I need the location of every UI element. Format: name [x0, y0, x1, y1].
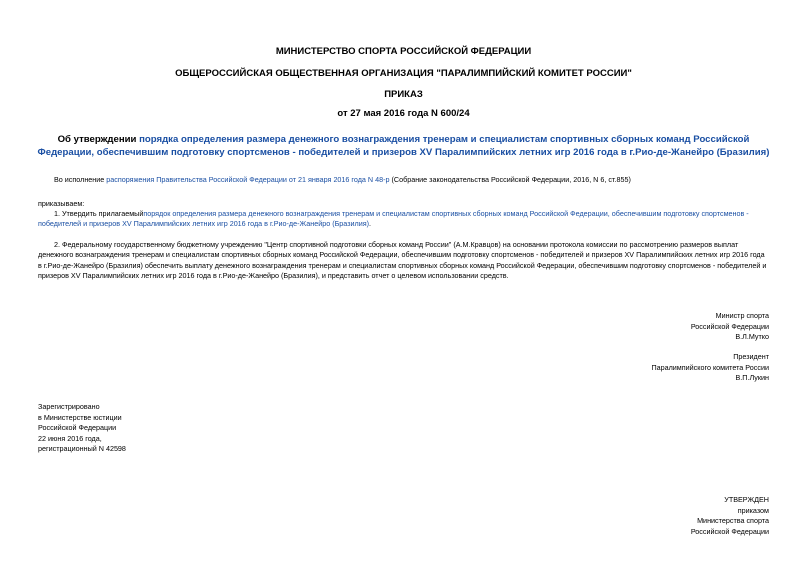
preamble-suffix: (Собрание законодательства Российской Федерации, 2016, N 6, ст.855) — [389, 175, 631, 184]
signature-minister — [691, 311, 769, 343]
registration-block — [38, 402, 126, 455]
registration-line: регистрационный N 42598 — [38, 444, 126, 454]
signature-president-name: В.П.Лукин — [735, 373, 769, 383]
signature-president-org: Паралимпийского комитета России — [651, 362, 769, 372]
approval-line: УТВЕРЖДЕН — [724, 495, 769, 504]
document-title — [30, 134, 777, 159]
item-2: 2. Федеральному государственному бюджетному учреждению "Центр спортивной подготовки сборных команд России" (А.М.Кравцов) на основании протокола комиссии по рассмотрению размеров выплат денежного вознаграждения тренерам и специалистам спортивных сборных команд Российской Федерации, обеспечившим подготовку спортсменов - победителей и призеров XV Паралимпийских летних игр 2016 года в г.Рио-де-Жанейро (Бразилия) обеспечить выплату денежного вознаграждения тренерам и специалистам спортивных сборных команд Российской Федерации, обеспечившим подготовку спортсменов - победителей и призеров XV Паралимпийских летних игр 2016 года в г.Рио-де-Жанейро (Бразилия), и представить отчет о целевом использовании средств. — [38, 240, 767, 281]
doc-type-heading: ПРИКАЗ — [384, 89, 423, 100]
preamble-prefix: Во исполнение — [54, 175, 107, 184]
organization-heading: ОБЩЕРОССИЙСКАЯ ОБЩЕСТВЕННАЯ ОРГАНИЗАЦИЯ "ПАРАЛИМПИЙСКИЙ КОМИТЕТ РОССИИ" — [175, 68, 632, 79]
registration-line: в Министерстве юстиции — [38, 412, 122, 422]
approval-block — [691, 495, 769, 537]
registration-line: 22 июня 2016 года, — [38, 433, 102, 443]
title-prefix: Об утверждении — [57, 134, 140, 145]
orders-word: приказываем: — [38, 199, 85, 208]
ministry-heading: МИНИСТЕРСТВО СПОРТА РОССИЙСКОЙ ФЕДЕРАЦИИ — [275, 46, 532, 57]
approval-line: Министерства спорта — [697, 516, 769, 526]
registration-line: Российской Федерации — [38, 423, 117, 433]
registration-line: Зарегистрировано — [38, 402, 100, 411]
item-1-suffix: . — [369, 219, 372, 229]
approval-line: Российской Федерации — [690, 526, 769, 536]
signature-minister-org: Российской Федерации — [690, 321, 769, 331]
date-number: от 27 мая 2016 года N 600/24 — [337, 108, 470, 119]
title-link[interactable]: порядка определения размера денежного вознаграждения тренерам и специалистам спортивных сборных команд Российской Федерации, обеспечившим подготовку спортсменов - победителей и призеров XV Паралимпийских летних игр 2016 года в г.Рио-де-Жанейро (Бразилия) — [37, 134, 770, 158]
item-1-prefix: 1. Утвердить прилагаемый — [54, 209, 144, 218]
signature-minister-title: Министр спорта — [715, 311, 769, 320]
preamble — [38, 175, 770, 185]
signature-president — [651, 352, 769, 384]
item-1 — [38, 209, 770, 230]
signature-minister-name: В.Л.Мутко — [735, 332, 769, 342]
government-order-link[interactable]: распоряжения Правительства Российской Федерации от 21 января 2016 года N 48-р — [106, 175, 390, 184]
signature-president-title: Президент — [733, 352, 769, 361]
approval-line: приказом — [737, 505, 769, 515]
procedure-link[interactable]: порядок определения размера денежного вознаграждения тренерам и специалистам спортивных сборных команд Российской Федерации, обеспечившим подготовку спортсменов - победителей и призеров XV Паралимпийских летних игр 2016 года в г.Рио-де-Жанейро (Бразилия) — [38, 209, 749, 229]
